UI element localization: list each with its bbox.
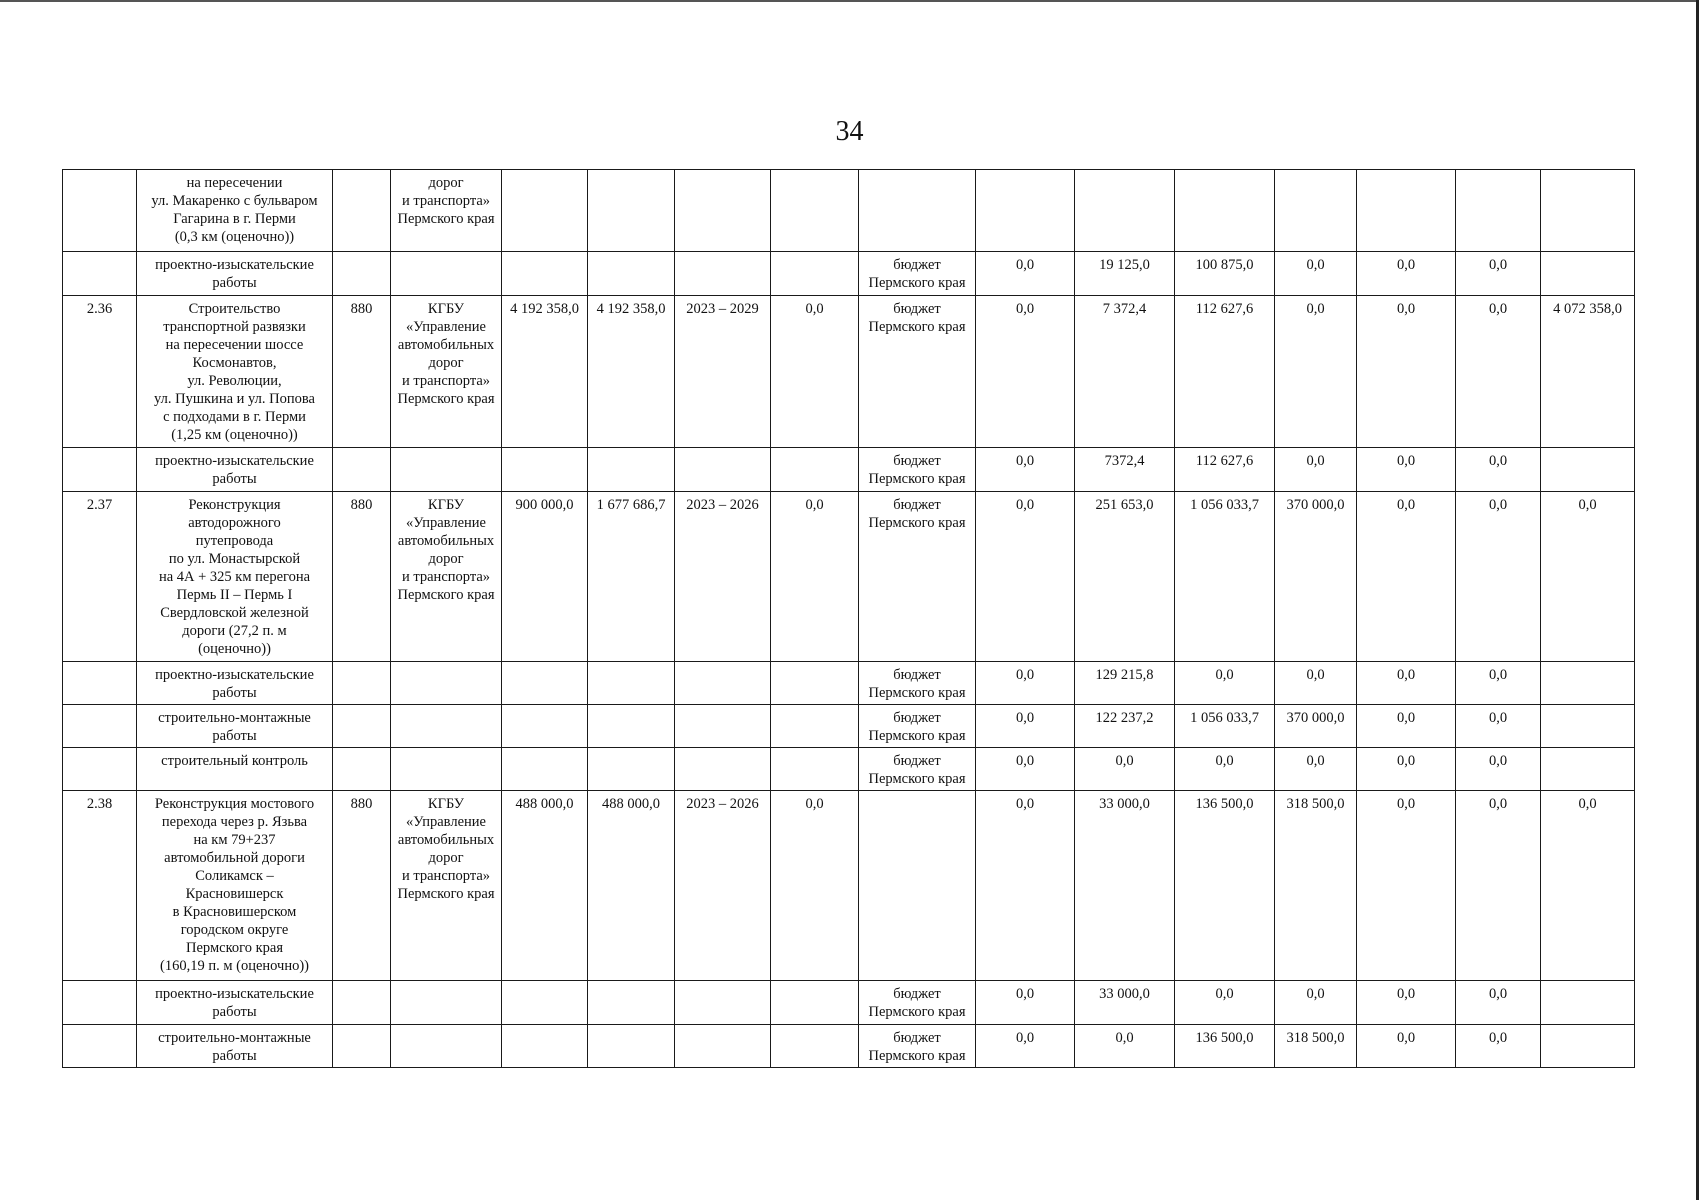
- funding-source-cell: бюджет Пермского края: [859, 448, 976, 492]
- table-row: [63, 448, 1635, 492]
- table-row: [63, 791, 1635, 981]
- code-cell: [333, 662, 391, 705]
- funding-source-cell: [859, 170, 976, 252]
- year-3-amount-cell: 1 056 033,7: [1175, 705, 1275, 748]
- total-cost-cell: [588, 705, 675, 748]
- period-cell: [675, 1025, 771, 1068]
- agency-cell: [391, 748, 502, 791]
- year-4-amount-cell: 370 000,0: [1275, 705, 1357, 748]
- year-5-amount-cell: 0,0: [1357, 705, 1456, 748]
- year-5-amount-cell: 0,0: [1357, 448, 1456, 492]
- year-2-amount-cell: 0,0: [1075, 1025, 1175, 1068]
- year-4-amount-cell: 0,0: [1275, 448, 1357, 492]
- period-cell: [675, 981, 771, 1025]
- prior-financing-cell: [771, 1025, 859, 1068]
- estimated-cost-cell: 4 192 358,0: [502, 296, 588, 448]
- year-5-amount-cell: [1357, 170, 1456, 252]
- after-period-amount-cell: [1541, 170, 1635, 252]
- table-row: [63, 170, 1635, 252]
- estimated-cost-cell: 488 000,0: [502, 791, 588, 981]
- row-number-cell: [63, 1025, 137, 1068]
- year-6-amount-cell: 0,0: [1456, 448, 1541, 492]
- total-cost-cell: 1 677 686,7: [588, 492, 675, 662]
- row-number-cell: [63, 981, 137, 1025]
- code-cell: [333, 705, 391, 748]
- prior-financing-cell: [771, 705, 859, 748]
- funding-source-cell: бюджет Пермского края: [859, 748, 976, 791]
- work-name-cell: проектно-изыскательские работы: [137, 252, 333, 296]
- year-4-amount-cell: 318 500,0: [1275, 791, 1357, 981]
- code-cell: [333, 252, 391, 296]
- funding-source-cell: бюджет Пермского края: [859, 1025, 976, 1068]
- work-name-cell: строительный контроль: [137, 748, 333, 791]
- year-4-amount-cell: 0,0: [1275, 296, 1357, 448]
- code-cell: [333, 170, 391, 252]
- estimated-cost-cell: [502, 705, 588, 748]
- year-2-amount-cell: 33 000,0: [1075, 791, 1175, 981]
- funding-source-cell: бюджет Пермского края: [859, 492, 976, 662]
- total-cost-cell: [588, 252, 675, 296]
- year-6-amount-cell: 0,0: [1456, 705, 1541, 748]
- prior-financing-cell: [771, 981, 859, 1025]
- year-6-amount-cell: 0,0: [1456, 296, 1541, 448]
- after-period-amount-cell: 4 072 358,0: [1541, 296, 1635, 448]
- period-cell: [675, 748, 771, 791]
- code-cell: [333, 448, 391, 492]
- after-period-amount-cell: [1541, 1025, 1635, 1068]
- row-number-cell: [63, 170, 137, 252]
- period-cell: [675, 448, 771, 492]
- prior-financing-cell: [771, 662, 859, 705]
- total-cost-cell: [588, 1025, 675, 1068]
- work-name-cell: Реконструкция мостового перехода через р. Язьва на км 79+237 автомобильной дороги Соликамск – Красновишерск в Красновишерском городском округе Пермского края (160,19 п. м (оценочно)): [137, 791, 333, 981]
- year-2-amount-cell: 129 215,8: [1075, 662, 1175, 705]
- table-row: [63, 662, 1635, 705]
- year-2-amount-cell: 7 372,4: [1075, 296, 1175, 448]
- year-4-amount-cell: [1275, 170, 1357, 252]
- total-cost-cell: 488 000,0: [588, 791, 675, 981]
- code-cell: [333, 981, 391, 1025]
- row-number-cell: 2.36: [63, 296, 137, 448]
- funding-source-cell: бюджет Пермского края: [859, 252, 976, 296]
- prior-financing-cell: 0,0: [771, 791, 859, 981]
- year-6-amount-cell: 0,0: [1456, 748, 1541, 791]
- agency-cell: КГБУ «Управление автомобильных дорог и транспорта» Пермского края: [391, 296, 502, 448]
- agency-cell: [391, 981, 502, 1025]
- after-period-amount-cell: [1541, 662, 1635, 705]
- row-number-cell: [63, 748, 137, 791]
- after-period-amount-cell: [1541, 705, 1635, 748]
- year-6-amount-cell: [1456, 170, 1541, 252]
- after-period-amount-cell: 0,0: [1541, 791, 1635, 981]
- table-row: [63, 492, 1635, 662]
- total-cost-cell: [588, 748, 675, 791]
- estimated-cost-cell: [502, 170, 588, 252]
- year-5-amount-cell: 0,0: [1357, 296, 1456, 448]
- year-1-amount-cell: 0,0: [976, 791, 1075, 981]
- code-cell: 880: [333, 791, 391, 981]
- year-5-amount-cell: 0,0: [1357, 252, 1456, 296]
- agency-cell: [391, 252, 502, 296]
- estimated-cost-cell: [502, 662, 588, 705]
- work-name-cell: проектно-изыскательские работы: [137, 448, 333, 492]
- work-name-cell: на пересечении ул. Макаренко с бульваром Гагарина в г. Перми (0,3 км (оценочно)): [137, 170, 333, 252]
- agency-cell: КГБУ «Управление автомобильных дорог и транспорта» Пермского края: [391, 791, 502, 981]
- year-3-amount-cell: 136 500,0: [1175, 791, 1275, 981]
- year-2-amount-cell: 251 653,0: [1075, 492, 1175, 662]
- year-1-amount-cell: 0,0: [976, 1025, 1075, 1068]
- year-1-amount-cell: [976, 170, 1075, 252]
- period-cell: [675, 662, 771, 705]
- estimated-cost-cell: [502, 252, 588, 296]
- work-name-cell: Строительство транспортной развязки на пересечении шоссе Космонавтов, ул. Революции, ул. Пушкина и ул. Попова с подходами в г. Перми (1,25 км (оценочно)): [137, 296, 333, 448]
- year-1-amount-cell: 0,0: [976, 252, 1075, 296]
- period-cell: [675, 252, 771, 296]
- year-5-amount-cell: 0,0: [1357, 1025, 1456, 1068]
- total-cost-cell: [588, 662, 675, 705]
- year-4-amount-cell: 318 500,0: [1275, 1025, 1357, 1068]
- agency-cell: [391, 662, 502, 705]
- year-3-amount-cell: 112 627,6: [1175, 448, 1275, 492]
- funding-source-cell: бюджет Пермского края: [859, 981, 976, 1025]
- table-row: [63, 705, 1635, 748]
- row-number-cell: [63, 252, 137, 296]
- funding-source-cell: бюджет Пермского края: [859, 296, 976, 448]
- year-1-amount-cell: 0,0: [976, 705, 1075, 748]
- year-3-amount-cell: 0,0: [1175, 981, 1275, 1025]
- funding-source-cell: бюджет Пермского края: [859, 662, 976, 705]
- agency-cell: [391, 705, 502, 748]
- year-1-amount-cell: 0,0: [976, 448, 1075, 492]
- prior-financing-cell: [771, 170, 859, 252]
- year-6-amount-cell: 0,0: [1456, 791, 1541, 981]
- year-3-amount-cell: 0,0: [1175, 748, 1275, 791]
- prior-financing-cell: 0,0: [771, 296, 859, 448]
- year-6-amount-cell: 0,0: [1456, 252, 1541, 296]
- agency-cell: [391, 1025, 502, 1068]
- code-cell: [333, 748, 391, 791]
- agency-cell: [391, 448, 502, 492]
- year-4-amount-cell: 370 000,0: [1275, 492, 1357, 662]
- year-6-amount-cell: 0,0: [1456, 492, 1541, 662]
- budget-table: [62, 169, 1635, 1068]
- year-2-amount-cell: 0,0: [1075, 748, 1175, 791]
- estimated-cost-cell: [502, 981, 588, 1025]
- work-name-cell: Реконструкция автодорожного путепровода по ул. Монастырской на 4А + 325 км перегона Пермь II – Пермь I Свердловской железной дороги (27,2 п. м (оценочно)): [137, 492, 333, 662]
- period-cell: 2023 – 2026: [675, 492, 771, 662]
- year-1-amount-cell: 0,0: [976, 981, 1075, 1025]
- after-period-amount-cell: [1541, 448, 1635, 492]
- year-4-amount-cell: 0,0: [1275, 981, 1357, 1025]
- prior-financing-cell: [771, 448, 859, 492]
- row-number-cell: 2.38: [63, 791, 137, 981]
- table-row: [63, 252, 1635, 296]
- year-2-amount-cell: 19 125,0: [1075, 252, 1175, 296]
- period-cell: 2023 – 2029: [675, 296, 771, 448]
- work-name-cell: проектно-изыскательские работы: [137, 981, 333, 1025]
- year-6-amount-cell: 0,0: [1456, 1025, 1541, 1068]
- row-number-cell: [63, 662, 137, 705]
- period-cell: [675, 705, 771, 748]
- estimated-cost-cell: [502, 748, 588, 791]
- year-5-amount-cell: 0,0: [1357, 662, 1456, 705]
- funding-source-cell: [859, 791, 976, 981]
- year-5-amount-cell: 0,0: [1357, 748, 1456, 791]
- code-cell: 880: [333, 296, 391, 448]
- estimated-cost-cell: 900 000,0: [502, 492, 588, 662]
- year-3-amount-cell: 100 875,0: [1175, 252, 1275, 296]
- funding-source-cell: бюджет Пермского края: [859, 705, 976, 748]
- after-period-amount-cell: [1541, 252, 1635, 296]
- prior-financing-cell: [771, 748, 859, 791]
- estimated-cost-cell: [502, 1025, 588, 1068]
- period-cell: [675, 170, 771, 252]
- prior-financing-cell: 0,0: [771, 492, 859, 662]
- agency-cell: КГБУ «Управление автомобильных дорог и транспорта» Пермского края: [391, 492, 502, 662]
- year-2-amount-cell: 122 237,2: [1075, 705, 1175, 748]
- table-body: [63, 170, 1635, 1068]
- agency-cell: дорог и транспорта» Пермского края: [391, 170, 502, 252]
- table-row: [63, 1025, 1635, 1068]
- work-name-cell: строительно-монтажные работы: [137, 705, 333, 748]
- table-row: [63, 296, 1635, 448]
- year-1-amount-cell: 0,0: [976, 296, 1075, 448]
- total-cost-cell: [588, 981, 675, 1025]
- year-6-amount-cell: 0,0: [1456, 662, 1541, 705]
- table-row: [63, 981, 1635, 1025]
- scan-edge-top: [0, 0, 1699, 2]
- year-6-amount-cell: 0,0: [1456, 981, 1541, 1025]
- total-cost-cell: [588, 170, 675, 252]
- year-3-amount-cell: [1175, 170, 1275, 252]
- estimated-cost-cell: [502, 448, 588, 492]
- year-3-amount-cell: 136 500,0: [1175, 1025, 1275, 1068]
- work-name-cell: строительно-монтажные работы: [137, 1025, 333, 1068]
- year-3-amount-cell: 1 056 033,7: [1175, 492, 1275, 662]
- year-2-amount-cell: 33 000,0: [1075, 981, 1175, 1025]
- page-number: 34: [835, 116, 864, 147]
- row-number-cell: [63, 448, 137, 492]
- year-5-amount-cell: 0,0: [1357, 492, 1456, 662]
- total-cost-cell: [588, 448, 675, 492]
- total-cost-cell: 4 192 358,0: [588, 296, 675, 448]
- year-2-amount-cell: [1075, 170, 1175, 252]
- prior-financing-cell: [771, 252, 859, 296]
- year-4-amount-cell: 0,0: [1275, 748, 1357, 791]
- year-2-amount-cell: 7372,4: [1075, 448, 1175, 492]
- after-period-amount-cell: [1541, 981, 1635, 1025]
- year-3-amount-cell: 112 627,6: [1175, 296, 1275, 448]
- year-1-amount-cell: 0,0: [976, 492, 1075, 662]
- code-cell: 880: [333, 492, 391, 662]
- year-1-amount-cell: 0,0: [976, 748, 1075, 791]
- table-row: [63, 748, 1635, 791]
- work-name-cell: проектно-изыскательские работы: [137, 662, 333, 705]
- year-4-amount-cell: 0,0: [1275, 252, 1357, 296]
- period-cell: 2023 – 2026: [675, 791, 771, 981]
- row-number-cell: 2.37: [63, 492, 137, 662]
- after-period-amount-cell: 0,0: [1541, 492, 1635, 662]
- year-5-amount-cell: 0,0: [1357, 981, 1456, 1025]
- year-5-amount-cell: 0,0: [1357, 791, 1456, 981]
- after-period-amount-cell: [1541, 748, 1635, 791]
- year-4-amount-cell: 0,0: [1275, 662, 1357, 705]
- year-1-amount-cell: 0,0: [976, 662, 1075, 705]
- year-3-amount-cell: 0,0: [1175, 662, 1275, 705]
- row-number-cell: [63, 705, 137, 748]
- code-cell: [333, 1025, 391, 1068]
